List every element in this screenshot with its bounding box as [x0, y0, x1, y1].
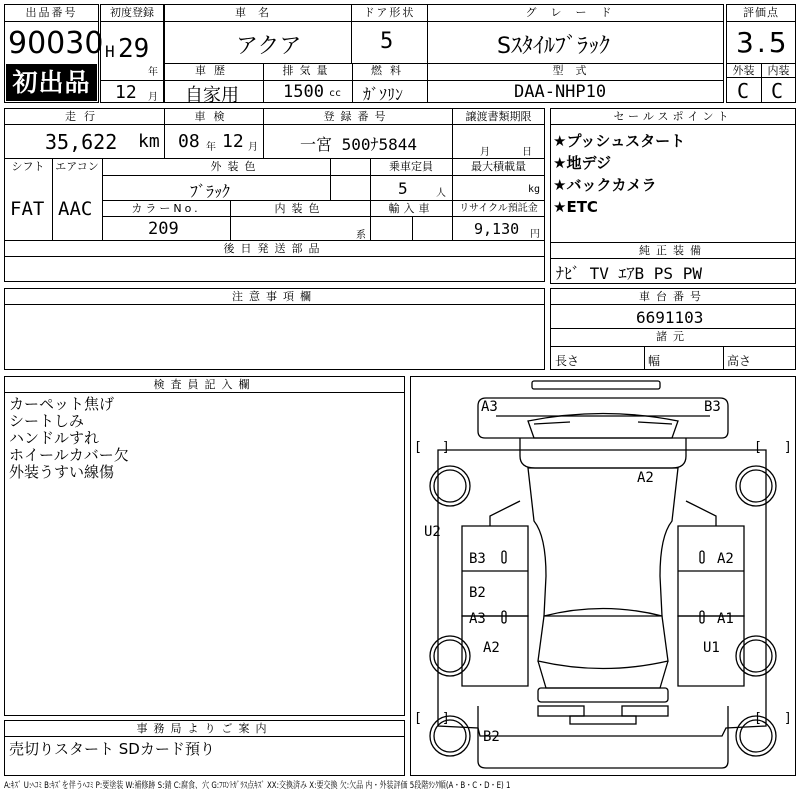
later-parts-label: 後日発送部品: [223, 242, 326, 255]
damage-mark: A2: [483, 640, 500, 656]
office-label: 事務局よりご案内: [136, 722, 273, 735]
transfer-label: 譲渡書類期限: [465, 110, 532, 123]
damage-mark: B2: [469, 585, 486, 601]
chassis-number: 6691103: [636, 308, 704, 327]
damage-mark: U2: [424, 524, 441, 540]
damage-mark: B2: [483, 729, 500, 745]
ext-color-label: 外装色: [210, 160, 262, 173]
displacement-label: 排気量: [282, 64, 334, 77]
inspection-month: 12: [222, 131, 244, 152]
recycle-unit: 円: [530, 229, 540, 240]
bracket: ]: [442, 440, 450, 455]
model-label: 型式: [552, 64, 599, 77]
dims-height: 高さ: [727, 354, 752, 368]
mileage: 35,622: [45, 130, 118, 154]
damage-mark: B3: [469, 551, 486, 567]
fuel: ｶﾞｿﾘﾝ: [363, 85, 404, 104]
import-label: 輸入車: [388, 202, 434, 215]
sales-points-label: セールスポイント: [613, 110, 733, 123]
reg-month: 12: [115, 82, 137, 103]
legend: [4, 780, 800, 792]
sales-points-list: [553, 130, 685, 218]
shift: FAT: [10, 198, 45, 220]
mileage-unit: km: [138, 131, 160, 152]
displacement: 1500: [283, 82, 324, 102]
inspection-year: 08: [178, 131, 200, 152]
plate-label: 登録番号: [323, 110, 392, 123]
genuine-value: ﾅﾋﾞ TV ｴｱB PS PW: [556, 264, 702, 283]
inspector-item: 外装うすい線傷: [9, 463, 115, 481]
damage-mark: A1: [717, 611, 734, 627]
displacement-unit: cc: [329, 88, 342, 99]
sales-point-item: ★バックカメラ: [553, 176, 657, 194]
reg-month-unit: 月: [148, 92, 158, 103]
plate: 一宮 500ﾅ5844: [300, 135, 418, 154]
bracket: ]: [784, 711, 792, 726]
history: 自家用: [185, 85, 239, 106]
inspection-year-unit: 年: [206, 142, 216, 153]
ext-color: ﾌﾞﾗｯｸ: [190, 182, 231, 201]
reg-year: 29: [118, 34, 150, 64]
transfer-day-unit: 日: [522, 147, 532, 158]
damage-mark: A3: [469, 611, 486, 627]
chassis-label: 車台番号: [639, 290, 707, 303]
damage-mark: A3: [481, 399, 498, 415]
inspector-list: [9, 396, 129, 481]
car-name-label: 車名: [235, 6, 281, 19]
int-label: 内装: [767, 64, 790, 77]
score-label: 評価点: [743, 6, 779, 19]
color-no: 209: [148, 219, 179, 239]
car-name: アクア: [236, 34, 302, 59]
dims-length: 長さ: [555, 354, 580, 368]
sales-point-item: ★地デジ: [553, 154, 612, 172]
inspection-label: 車検: [194, 110, 233, 123]
max-load-label: 最大積載量: [471, 160, 526, 173]
capacity-unit: 人: [436, 188, 446, 199]
ext-label: 外装: [732, 64, 755, 77]
score: 3.5: [736, 26, 790, 59]
sales-point-item: ★ETC: [553, 198, 598, 216]
dims-label: 諸元: [656, 330, 690, 343]
ac: AAC: [58, 198, 93, 220]
car-diagram: [410, 376, 796, 776]
first-listing-badge: [6, 64, 97, 101]
inspector-label: 検査員記入欄: [153, 378, 256, 391]
inspector-item: カーペット焦げ: [9, 395, 115, 413]
first-listing-text: 初出品: [12, 68, 91, 97]
damage-mark: B3: [704, 399, 721, 415]
bracket: [: [414, 711, 422, 726]
office-text: 売切りスタート SDカード預り: [9, 740, 215, 758]
dims-width: 幅: [648, 354, 661, 368]
max-load-unit: kg: [528, 184, 541, 195]
grade: Sｽﾀｲﾙﾌﾞﾗｯｸ: [497, 34, 610, 59]
era: H: [105, 42, 115, 61]
sales-point-item: ★プッシュスタート: [553, 132, 686, 150]
grade-label: グレード: [525, 6, 626, 19]
door: 5: [380, 29, 394, 54]
color-no-label: カラーNo.: [131, 202, 201, 215]
fuel-label: 燃料: [371, 64, 409, 77]
bracket: ]: [442, 711, 450, 726]
notes-label: 注意事項欄: [232, 290, 317, 303]
damage-mark: A2: [717, 551, 734, 567]
int-color-label: 内装色: [274, 202, 326, 215]
inspector-item: ハンドルすれ: [9, 429, 100, 447]
bracket: ]: [784, 440, 792, 455]
inspection-month-unit: 月: [248, 142, 258, 153]
reg-year-unit: 年: [148, 67, 158, 78]
ac-label: エアコン: [55, 160, 99, 173]
damage-mark: A2: [637, 470, 654, 486]
mileage-label: 走行: [65, 110, 103, 123]
capacity-label: 乗車定員: [389, 160, 433, 173]
bracket: [: [414, 440, 422, 455]
int-grade: C: [771, 79, 784, 103]
inspector-item: シートしみ: [9, 412, 85, 430]
int-color-unit: 系: [356, 230, 366, 241]
lot-number: 90030: [8, 26, 104, 61]
first-registration-label: 初度登録: [110, 6, 154, 19]
legend-text: A:ｷｽﾞ U:ﾍｺﾐ B:ｷｽﾞを伴うﾍｺﾐ P:要塗装 W:補修跡 S:錆 C:腐食、穴 G:ﾌﾛﾝﾄｶﾞﾗｽ点ｷｽﾞ XX:交換済み X:要交換 欠:欠品 内・外装評価 5段階ﾗﾝｸ順(A・B・C・D・E) 1: [4, 781, 511, 791]
recycle: 9,130: [474, 220, 520, 238]
history-label: 車歴: [195, 64, 233, 77]
shift-label: シフト: [11, 160, 45, 173]
genuine-label: 純正装備: [639, 244, 707, 257]
ext-grade: C: [737, 79, 750, 103]
bracket: [: [754, 711, 762, 726]
transfer-month-unit: 月: [480, 147, 490, 158]
inspector-item: ホイールカバー欠: [9, 446, 129, 464]
door-label: ドア形状: [363, 6, 416, 19]
lot-number-label: 出品番号: [25, 6, 78, 19]
capacity: 5: [398, 179, 408, 198]
damage-mark: U1: [703, 640, 720, 656]
bracket: [: [754, 440, 762, 455]
recycle-label: リサイクル預託金: [459, 203, 538, 214]
model: DAA-NHP10: [514, 82, 607, 102]
